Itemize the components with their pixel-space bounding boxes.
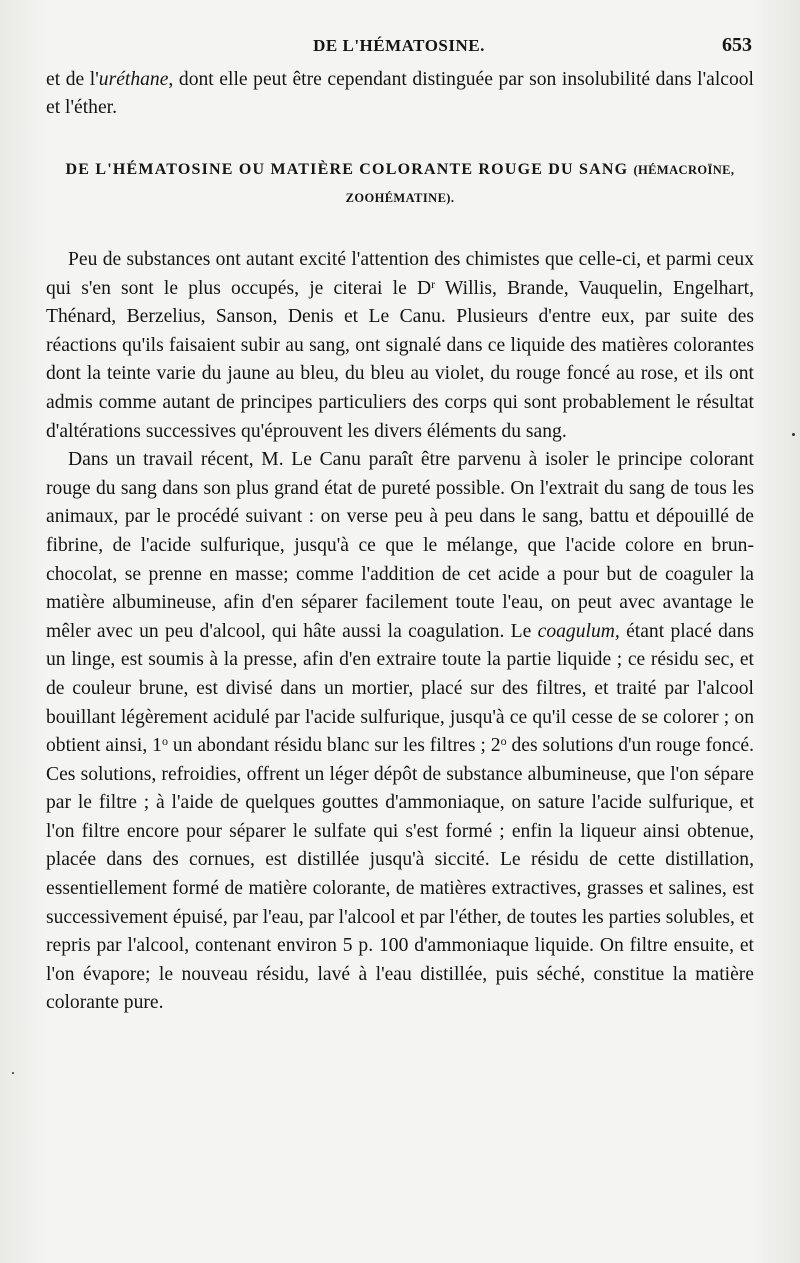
paper-speck <box>792 433 795 436</box>
paragraph-1-superscript: r <box>431 276 436 291</box>
section-title-main: DE L'HÉMATOSINE OU MATIÈRE COLORANTE ROUGE DU SANG <box>65 161 629 178</box>
paragraph-1 <box>46 246 754 446</box>
paragraph-2-text-b: étant placé dans un linge, est soumis à la presse, afin d'en extraire toute la partie liquide ; ce résidu sec, et de couleur brune, est divisé dans un mortier, placé sur des filtres, et traité par l'alcool bouillant légèrement acidulé par l'acide sulfurique, jusqu'à ce qu'il cesse de se colorer ; on obtient ainsi, 1 <box>46 620 755 757</box>
paragraph-2 <box>46 446 754 1018</box>
intro-text-before: et de l' <box>46 69 99 90</box>
section-heading <box>46 156 754 212</box>
paragraph-2-superscript-2: o <box>500 734 507 749</box>
paragraph-1-text-a: Peu de substances ont autant excité l'attention des chimistes que celle-ci, et parmi ceux qui s'en sont le plus occupés, je citerai le D <box>46 249 754 299</box>
page-body <box>46 66 754 1018</box>
section-title-synonyms: (HÉMACROÏNE, ZOOHÉMATINE). <box>345 163 735 205</box>
page-header <box>46 30 752 66</box>
paragraph-2-text-c: un abondant résidu blanc sur les filtres ; 2 <box>167 735 501 757</box>
intro-paragraph <box>46 66 754 121</box>
running-title: DE L'HÉMATOSINE. <box>313 36 485 55</box>
paragraph-2-italic-term: coagulum, <box>537 620 620 642</box>
intro-text-after: , dont elle peut être cependant distinguée par son insolubilité dans l'alcool et l'éther. <box>46 69 754 118</box>
intro-italic-term: uréthane <box>98 69 169 90</box>
paragraph-2-superscript-1: o <box>161 734 168 749</box>
page-number: 653 <box>722 34 752 56</box>
paragraph-2-text-d: des solutions d'un rouge foncé. Ces solutions, refroidies, offrent un léger dépôt de substance albumineuse, que l'on sépare par le filtre ; à l'aide de quelques gouttes d'ammoniaque, on sature l'acide sulfurique, et l'on filtre encore pour séparer le sulfate qui s'est formé ; enfin la liqueur ainsi obtenue, placée dans des cornues, est distillée jusqu'à siccité. Le résidu de cette distillation, essentiellement formé de matière colorante, de matières extractives, grasses et salines, est successivement épuisé, par l'eau, par l'alcool et par l'éther, de toutes les parties solubles, et repris par l'alcool, contenant environ 5 p. 100 d'ammoniaque liquide. On filtre ensuite, et l'on évapore; le nouveau résidu, lavé à l'eau distillée, puis séché, constitue la matière colorante pure. <box>46 735 754 1014</box>
paragraph-2-text-a: Dans un travail récent, M. Le Canu paraît être parvenu à isoler le principe colorant rouge du sang dans son plus grand état de pureté possible. On l'extrait du sang de tous les animaux, par le procédé suivant : on verse peu à peu dans le sang, battu et dépouillé de fibrine, de l'acide sulfurique, jusqu'à ce que le mélange, que l'acide colore en brun-chocolat, se prenne en masse; comme l'addition de cet acide a pour but de coaguler la matière albumineuse, afin d'en séparer facilement toute l'eau, on peut avec avantage le mêler avec un peu d'alcool, qui hâte aussi la coagulation. Le <box>46 449 754 642</box>
paragraph-1-text-b: Willis, Brande, Vauquelin, Engelhart, Thénard, Berzelius, Sanson, Denis et Le Canu. Plusieurs d'entre eux, par suite des réactions qu'ils faisaient subir au sang, ont signalé dans ce liquide des matières colorantes dont la teinte varie du jaune au bleu, du bleu au violet, du rouge foncé au rose, et ils ont admis comme autant de principes particuliers des corps qui sont probablement le résultat d'altérations successives qu'éprouvent les divers éléments du sang. <box>46 277 754 442</box>
paper-speck <box>12 1072 14 1074</box>
